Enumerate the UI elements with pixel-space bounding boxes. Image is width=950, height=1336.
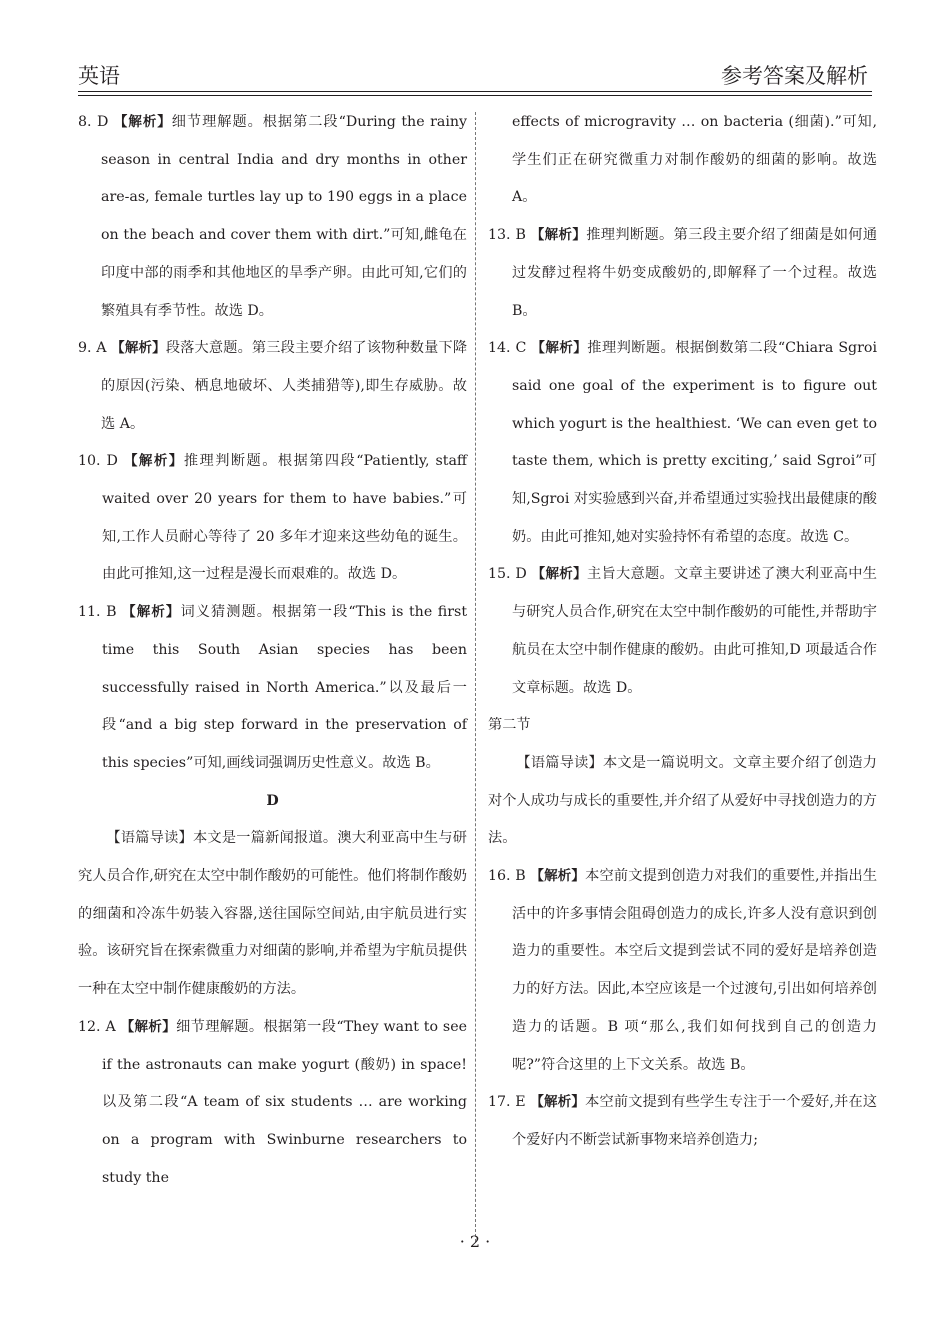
- passage-intro: 【语篇导读】本文是一篇说明文。文章主要介绍了创造力对个人成功与成长的重要性,并介绍了从爱好中寻找创造力的方法。: [488, 754, 877, 847]
- answer-item: 15. D 【解析】主旨大意题。文章主要讲述了澳大利亚高中生与研究人员合作,研究在太空中制作酸奶的可能性,并帮助宇航员在太空中制作健康的酸奶。由此可推知,D 项最适合作文章标题。故选 D。: [488, 566, 877, 696]
- page-title: 参考答案及解析: [721, 64, 868, 88]
- answer-item: 17. E 【解析】本空前文提到有些学生专注于一个爱好,并在这个爱好内不断尝试新事物来培养创造力;: [488, 1094, 878, 1148]
- answer-item: 14. C 【解析】推理判断题。根据倒数第二段“Chiara Sgroi said one goal of the experiment is to figure out which yogurt is the healthiest. ‘We can even get to taste them, which is pretty exciting,’ said Sgroi”可知,Sgroi 对实验感到兴奋,并希望通过实验找出最健康的酸奶。由此可推知,她对实验持怀有希望的态度。故选 C。: [488, 340, 877, 545]
- answer-item: 9. A 【解析】段落大意题。第三段主要介绍了该物种数量下降的原因(污染、栖息地破坏、人类捕猎等),即生存威胁。故选 A。: [78, 340, 468, 432]
- subject-label: 英语: [78, 64, 120, 88]
- answer-item: 16. B 【解析】本空前文提到创造力对我们的重要性,并指出生活中的许多事情会阻碍创造力的成长,许多人没有意识到创造力的重要性。本空后文提到尝试不同的爱好是培养创造力的好方法。因此,本空应该是一个过渡句,引出如何培养创造力的话题。B 项“那么,我们如何找到自己的创造力呢?”符合这里的上下文关系。故选 B。: [488, 868, 878, 1073]
- answer-item: 11. B 【解析】词义猜测题。根据第一段“This is the first time this South Asian species has been successfully raised in North America.”以及最后一段“and a big step forward in the preservation of this species”可知,画线词强调历史性意义。故选 B。: [78, 604, 468, 771]
- right-column: [488, 104, 877, 1160]
- answer-continuation: effects of microgravity … on bacteria (细菌).”可知,学生们正在研究微重力对制作酸奶的细菌的影响。故选 A。: [512, 114, 877, 206]
- answer-item: 13. B 【解析】推理判断题。第三段主要介绍了细菌是如何通过发酵过程将牛奶变成酸奶的,即解释了一个过程。故选 B。: [488, 227, 878, 319]
- header-rule: [78, 91, 872, 92]
- section-heading: 第二节: [488, 717, 531, 734]
- answer-item: 8. D 【解析】细节理解题。根据第二段“During the rainy season in central India and dry months in other are-as, female turtles lay up to 190 eggs in a place on the beach and cover them with dirt.”可知,雌龟在印度中部的雨季和其他地区的旱季产卵。由此可知,它们的繁殖具有季节性。故选 D。: [78, 114, 468, 319]
- left-column: [78, 104, 467, 1197]
- answer-item: 12. A 【解析】细节理解题。根据第一段“They want to see if the astronauts can make yogurt (酸奶) in space! 以及第二段“A team of six students … are working on a program with Swinburne researchers to study the: [78, 1018, 467, 1186]
- page-number: · 2 ·: [459, 1232, 491, 1251]
- column-divider: [475, 112, 476, 1242]
- passage-intro: 【语篇导读】本文是一篇新闻报道。澳大利亚高中生与研究人员合作,研究在太空中制作酸奶的可能性。他们将制作酸奶的细菌和冷冻牛奶装入容器,送往国际空间站,由宇航员进行实验。该研究旨在探索微重力对细菌的影响,并希望为宇航员提供一种在太空中制作健康酸奶的方法。: [78, 830, 467, 998]
- section-letter: D: [266, 792, 279, 809]
- header-rule-thin: [78, 95, 872, 96]
- answer-item: 10. D 【解析】推理判断题。根据第四段“Patiently, staff waited over 20 years for them to have babies.”可知,工作人员耐心等待了 20 多年才迎来这些幼龟的诞生。由此可推知,这一过程是漫长而艰难的。故选 D。: [78, 453, 468, 583]
